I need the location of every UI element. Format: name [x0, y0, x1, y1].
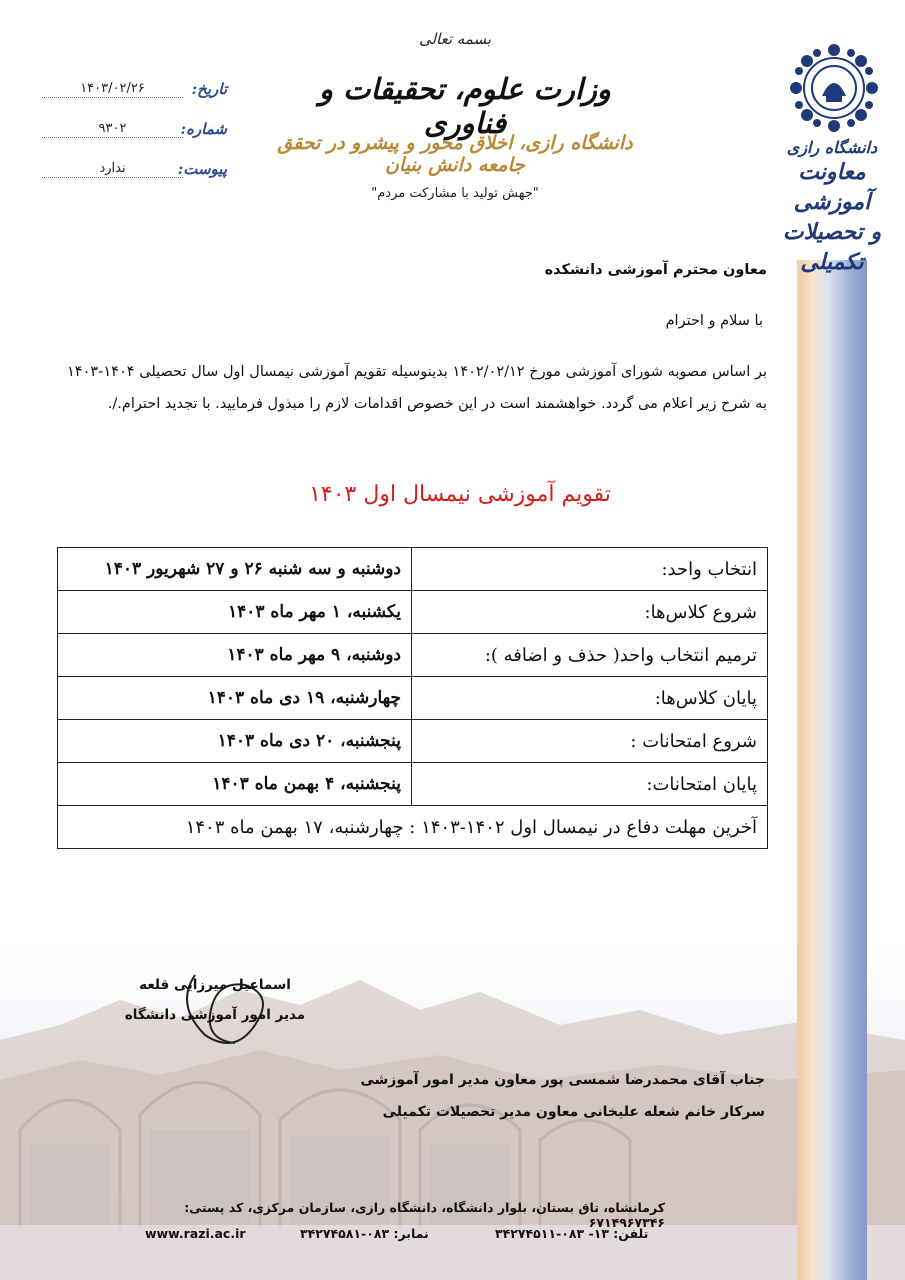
letter-body: بر اساس مصوبه شورای آموزشی مورخ ۱۴۰۲/۰۲/۱۲ بدینوسیله تقویم آموزشی نیمسال اول سال تحصیلی ۱۴۰۴-۱۴۰۳ به شرح زیر اعلام می گردد. خواهشمند است در این خصوص اقدامات لازم را مبذول فرمایید. با تجدید احترام./. [67, 364, 767, 412]
year-slogan: "جهش تولید با مشارکت مردم" [371, 186, 539, 201]
number-value: ۹۳۰۲ [42, 121, 183, 138]
decorative-side-stripe [797, 260, 867, 1280]
table-row [58, 591, 768, 634]
ministry-title: وزارت علوم، تحقیقات و فناوری [319, 72, 611, 140]
table-row [58, 720, 768, 763]
footer-phone: تلفن: ۱۳- ۰۸۳-۳۴۲۷۴۵۱۱ [495, 1226, 649, 1241]
row-value: پنجشنبه، ۲۰ دی ماه ۱۴۰۳ [58, 720, 412, 763]
table-row-final [58, 806, 768, 849]
row-value: دوشنبه و سه شنبه ۲۶ و ۲۷ شهریور ۱۴۰۳ [58, 548, 412, 591]
razi-university-logo [786, 40, 882, 136]
table-row [58, 763, 768, 806]
row-label: انتخاب واحد: [412, 548, 768, 591]
recipient: معاون محترم آموزشی دانشکده [544, 262, 767, 278]
signature-block [120, 970, 310, 1030]
university-motto: دانشگاه رازی، اخلاق محور و پیشرو در تحقق جامعه دانش بنیان [277, 132, 633, 176]
table-row [58, 677, 768, 720]
footer-address: کرمانشاه، تاق بستان، بلوار دانشگاه، دانشگاه رازی، سازمان مرکزی، کد پستی: ۶۷۱۴۹۶۷۳۴۶ [184, 1200, 665, 1230]
row-label: شروع امتحانات : [412, 720, 768, 763]
footer-fax: نمابر: ۰۸۳-۳۴۲۷۴۵۸۱ [300, 1226, 429, 1241]
unit-line-1: دانشگاه رازی [786, 138, 878, 157]
meta-attachment [42, 154, 227, 178]
deputy-unit-name [772, 138, 892, 277]
date-value: ۱۴۰۳/۰۲/۲۶ [42, 81, 183, 98]
defense-deadline: آخرین مهلت دفاع در نیمسال اول ۱۴۰۲-۱۴۰۳ : چهارشنبه، ۱۷ بهمن ماه ۱۴۰۳ [58, 806, 768, 849]
signer-title: مدیر امور آموزشی دانشگاه [124, 1007, 306, 1023]
calendar-title: تقویم آموزشی نیمسال اول ۱۴۰۳ [309, 482, 611, 507]
academic-calendar-table [57, 547, 768, 849]
footer-website[interactable]: www.razi.ac.ir [145, 1226, 246, 1241]
meta-number [42, 114, 227, 138]
row-label: پایان کلاس‌ها: [412, 677, 768, 720]
table-row [58, 548, 768, 591]
attachment-value: ندارد [42, 161, 183, 178]
attachment-label: پیوست: [177, 160, 227, 178]
row-label: پایان امتحانات: [412, 763, 768, 806]
footer-contacts [0, 1226, 905, 1246]
row-label: ترمیم انتخاب واحد( حذف و اضافه ): [412, 634, 768, 677]
cc-list [305, 1064, 765, 1128]
meta-date [42, 74, 227, 98]
row-value: پنجشنبه، ۴ بهمن ماه ۱۴۰۳ [58, 763, 412, 806]
row-value: دوشنبه، ۹ مهر ماه ۱۴۰۳ [58, 634, 412, 677]
cc-item: سرکار خانم شعله علیخانی معاون مدیر تحصیلات تکمیلی [382, 1104, 765, 1120]
greeting: با سلام و احترام [665, 313, 763, 329]
unit-line-2: معاونت آموزشی [793, 159, 871, 215]
unit-line-3: و تحصیلات تکمیلی [782, 219, 882, 275]
row-label: شروع کلاس‌ها: [412, 591, 768, 634]
cc-item: جناب آقای محمدرضا شمسی پور معاون مدیر امور آموزشی [360, 1072, 765, 1088]
table-row [58, 634, 768, 677]
signer-name: اسماعیل میرزایی قلعه [139, 977, 291, 993]
row-value: چهارشنبه، ۱۹ دی ماه ۱۴۰۳ [58, 677, 412, 720]
row-value: یکشنبه، ۱ مهر ماه ۱۴۰۳ [58, 591, 412, 634]
bismillah: بسمه تعالی [418, 30, 492, 48]
number-label: شماره: [180, 120, 227, 138]
date-label: تاریخ: [191, 80, 227, 98]
